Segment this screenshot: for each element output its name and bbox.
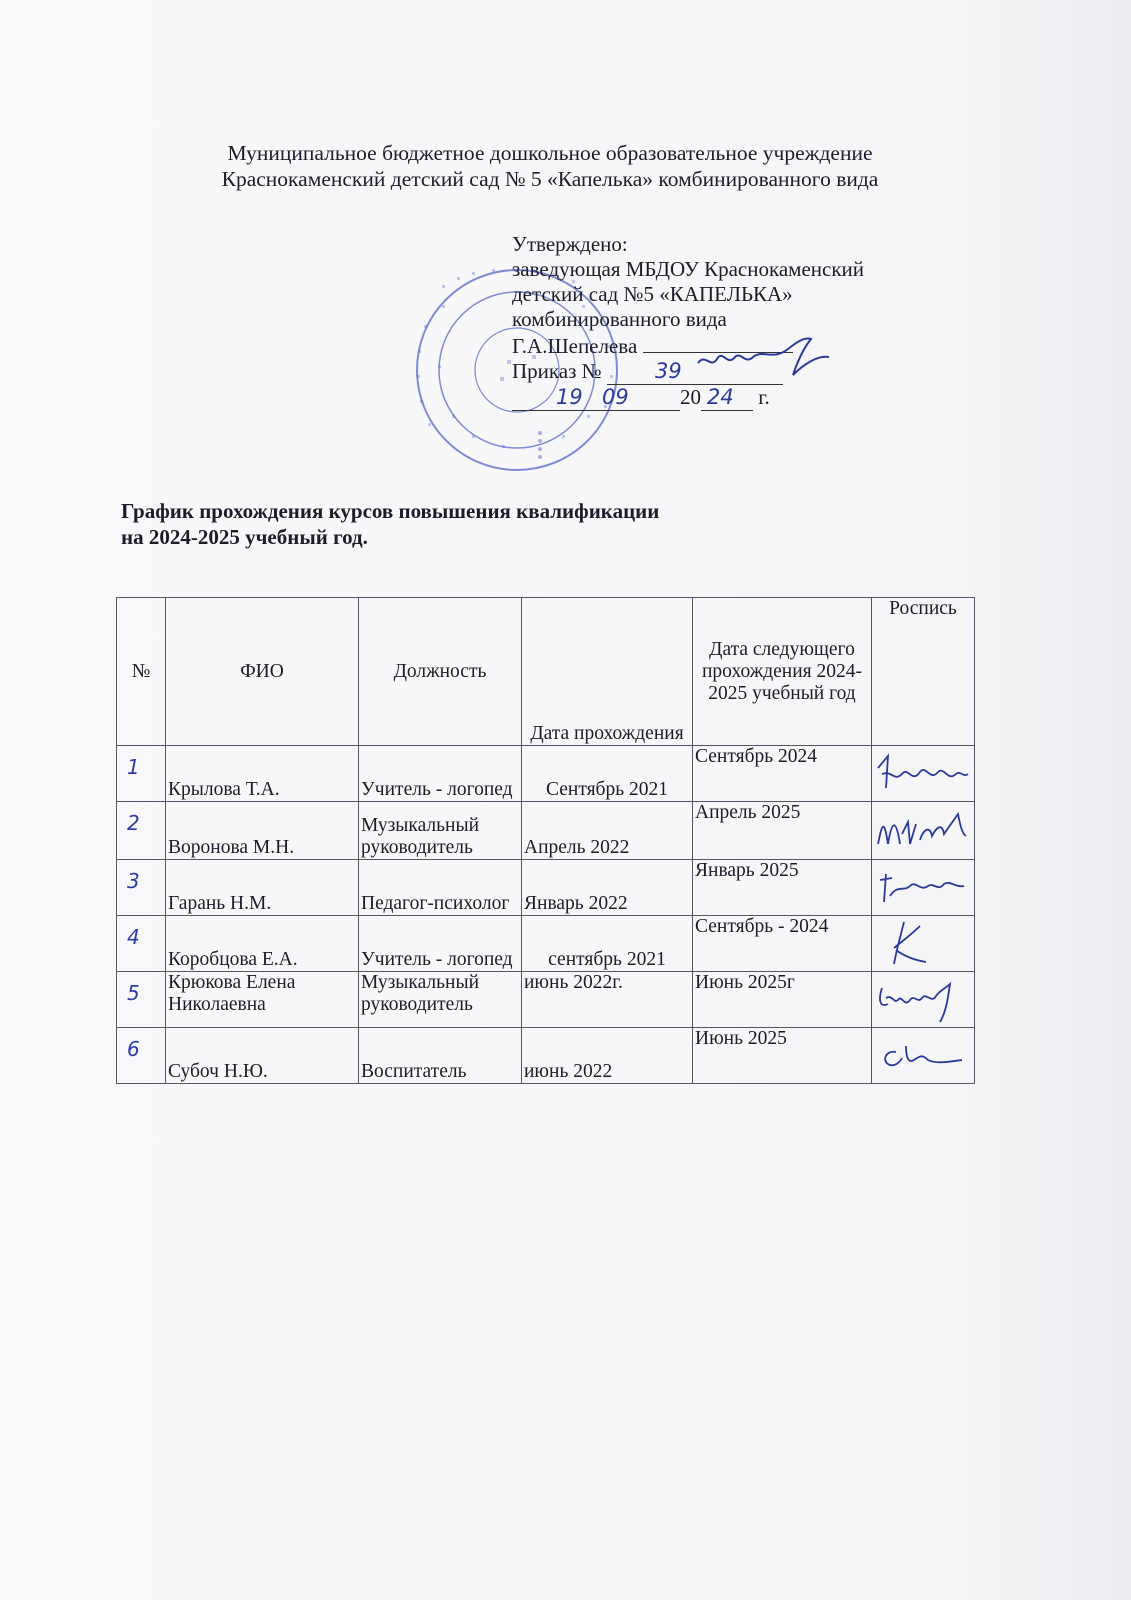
row-date: июнь 2022г. xyxy=(522,972,693,1028)
row-date: Январь 2022 xyxy=(522,860,693,916)
order-number: 39 xyxy=(654,359,682,383)
row-number: 4 xyxy=(117,916,166,972)
row-position: Учитель - логопед xyxy=(359,746,522,802)
approval-position-line3: комбинированного вида xyxy=(512,307,727,331)
signature-icon xyxy=(874,1030,970,1080)
table-row xyxy=(117,802,975,860)
head-name: Г.А.Шепелева xyxy=(512,334,638,358)
date-month: 09 xyxy=(601,385,629,409)
org-name-line1: Муниципальное бюджетное дошкольное образовательное учреждение xyxy=(227,141,873,165)
row-next-date: Январь 2025 xyxy=(693,860,872,916)
header-signature: Роспись xyxy=(872,598,975,746)
head-signature-icon xyxy=(693,335,833,385)
table-row xyxy=(117,860,975,916)
table-header-row xyxy=(117,598,975,746)
header-no: № xyxy=(117,598,166,746)
signature-icon xyxy=(874,862,970,912)
row-next-date: Сентябрь 2024 xyxy=(693,746,872,802)
training-schedule-table xyxy=(116,597,975,1084)
title-line2: на 2024-2025 учебный год. xyxy=(121,525,368,549)
row-signature xyxy=(872,1028,975,1084)
approval-position-line2: детский сад №5 «КАПЕЛЬКА» xyxy=(512,282,793,306)
row-fio: Крылова Т.А. xyxy=(166,746,359,802)
date-field xyxy=(512,385,680,411)
approval-date-line xyxy=(512,385,982,411)
signature-icon xyxy=(874,974,970,1026)
signature-icon xyxy=(874,748,970,798)
year-field xyxy=(701,385,753,411)
row-position: Учитель - логопед xyxy=(359,916,522,972)
row-signature xyxy=(872,746,975,802)
header-fio: ФИО xyxy=(166,598,359,746)
row-number: 6 xyxy=(117,1028,166,1084)
row-number: 2 xyxy=(117,802,166,860)
row-position: Музыкальный руководитель xyxy=(359,972,522,1028)
row-fio: Субоч Н.Ю. xyxy=(166,1028,359,1084)
row-fio: Крюкова Елена Николаевна xyxy=(166,972,359,1028)
header-date: Дата прохождения xyxy=(522,598,693,746)
row-date: Сентябрь 2021 xyxy=(522,746,693,802)
table-row xyxy=(117,916,975,972)
signature-icon xyxy=(874,804,970,856)
row-date: июнь 2022 xyxy=(522,1028,693,1084)
org-name-line2: Краснокаменский детский сад № 5 «Капелька» комбинированного вида xyxy=(221,167,879,191)
table-row xyxy=(117,972,975,1028)
year-unit: г. xyxy=(758,385,770,409)
row-signature xyxy=(872,860,975,916)
row-next-date: Апрель 2025 xyxy=(693,802,872,860)
table-row xyxy=(117,1028,975,1084)
approval-position-line1: заведующая МБДОУ Краснокаменский xyxy=(512,257,865,281)
row-fio: Воронова М.Н. xyxy=(166,802,359,860)
header-next-date: Дата следующего прохождения 2024-2025 учебный год xyxy=(693,598,872,746)
order-label: Приказ № xyxy=(512,359,602,383)
document-title xyxy=(121,498,659,550)
row-next-date: Июнь 2025г xyxy=(693,972,872,1028)
row-fio: Коробцова Е.А. xyxy=(166,916,359,972)
row-signature xyxy=(872,972,975,1028)
row-signature xyxy=(872,802,975,860)
year-prefix: 20 xyxy=(680,385,701,409)
signature-icon xyxy=(874,918,970,970)
organization-header xyxy=(100,140,1000,192)
row-signature xyxy=(872,916,975,972)
row-position: Воспитатель xyxy=(359,1028,522,1084)
row-number: 5 xyxy=(117,972,166,1028)
date-day: 19 xyxy=(556,385,583,409)
row-position: Педагог-психолог xyxy=(359,860,522,916)
row-next-date: Июнь 2025 xyxy=(693,1028,872,1084)
row-date: сентябрь 2021 xyxy=(522,916,693,972)
header-position: Должность xyxy=(359,598,522,746)
row-date: Апрель 2022 xyxy=(522,802,693,860)
row-fio: Гарань Н.М. xyxy=(166,860,359,916)
row-number: 3 xyxy=(117,860,166,916)
table-row xyxy=(117,746,975,802)
row-position: Музыкальный руководитель xyxy=(359,802,522,860)
year-suffix: 24 xyxy=(707,385,734,409)
title-line1: График прохождения курсов повышения квалификации xyxy=(121,499,660,523)
row-number: 1 xyxy=(117,746,166,802)
row-next-date: Сентябрь - 2024 xyxy=(693,916,872,972)
approval-label: Утверждено: xyxy=(512,232,628,256)
